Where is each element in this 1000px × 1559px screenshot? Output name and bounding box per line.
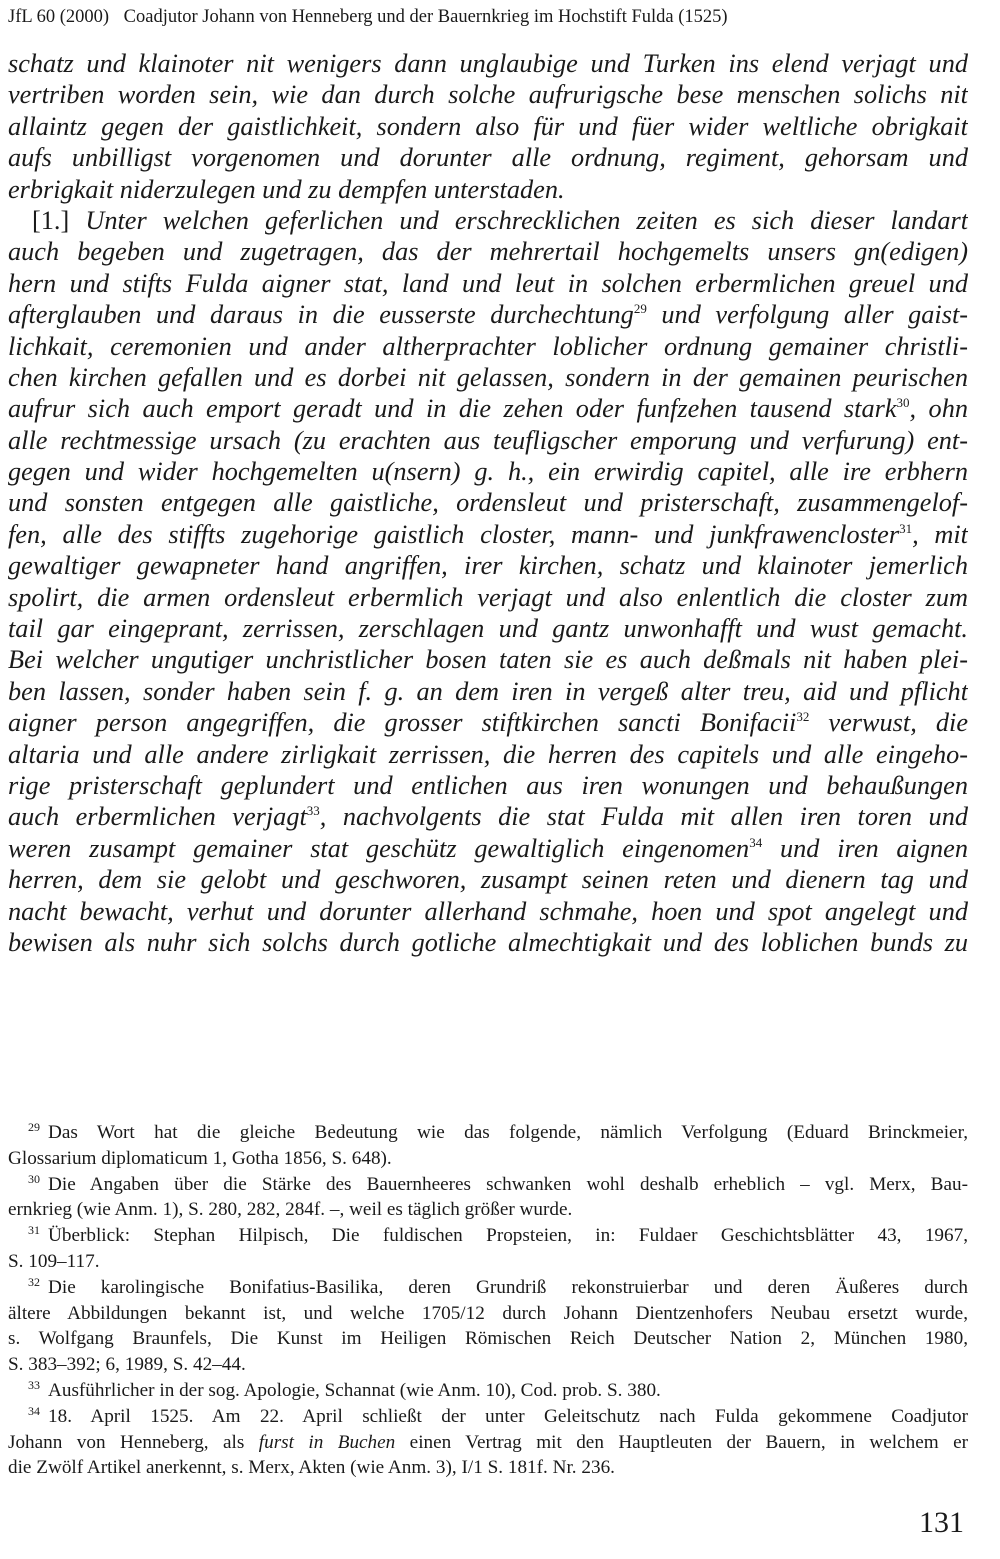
text-line: nacht bewacht, verhut und dorunter allerhand schmahe, hoen und spot angelegt und	[8, 896, 968, 926]
text-line: [1.] Unter welchen geferlichen und erschrecklichen zeiten es sich dieser landart	[32, 205, 968, 235]
journal-reference: JfL 60 (2000)	[8, 7, 110, 27]
footnote-34: $^{34}$ 18. April 1525. Am 22. April schließt der unter Geleitschutz nach Fulda gekommene Coadjutor	[28, 1403, 968, 1427]
text-line: Bei welcher ungutiger unchristlicher bosen taten sie es auch deßmals nit haben plei-	[8, 645, 968, 675]
text-line: gewaltiger gewapneter hand angriffen, irer kirchen, schatz und klainoter jemerlich	[8, 551, 968, 581]
footnote-line: ältere Abbildungen bekannt ist, und welche 1705/12 durch Johann Dientzenhofers Neubau ersetzt wurde,	[8, 1302, 968, 1324]
section-marker: [1.]	[32, 205, 70, 235]
text-line: rige pristerschaft geplundert und entlichen aus iren wonungen und behaußungen	[8, 770, 968, 800]
footnote-30: $^{30}$ Die Angaben über die Stärke des Bauernheeres schwanken wohl deshalb erheblich – vgl. Merx, Bau-	[28, 1171, 968, 1195]
footnote-ref-30[interactable]: 30	[896, 395, 910, 411]
footnote-32: $^{32}$ Die karolingische Bonifatius-Basilika, deren Grundriß rekonstruierbar und deren Äußeres durch	[28, 1274, 968, 1298]
text-line: aigner person angegriffen, die grosser stiftkirchen sancti Bonifacii$^{32}$ verwust, die	[8, 708, 968, 738]
footnote-ref-33[interactable]: 33	[306, 803, 320, 819]
text-line: gegen und wider hochgemelten u(nsern) g. h., ein erwirdig capitel, alle ire erbhern	[8, 457, 968, 487]
text-line: alle rechtmessige ursach (zu erachten aus teufligscher emporung und verfurung) ent-	[8, 425, 968, 455]
footnote-number: 30	[28, 1171, 40, 1186]
text-line: tail gar eingeprant, zerrissen, zerschlagen und gantz unwonhafft und wust gemacht.	[8, 614, 968, 644]
footnote-number: 33	[28, 1377, 40, 1392]
text-line: weren zusampt gemainer stat geschütz gewaltiglich eingenomen$^{34}$ und iren aignen	[8, 833, 968, 863]
text-line: vertriben worden sein, wie dan durch solche aufrurigsche bese menschen solichs nit	[8, 80, 968, 110]
text-line: ben lassen, sonder haben sein f. g. an dem iren in vergeß alter treu, aid und pflicht	[8, 676, 968, 706]
text-line: und sonsten entgegen alle gaistliche, ordensleut und pristerschaft, zusammengelof-	[8, 488, 968, 518]
text-line: chen kirchen gefallen und es dorbei nit gelassen, sondern in der gemainen peurischen	[8, 362, 968, 392]
footnote-ref-34[interactable]: 34	[749, 834, 763, 850]
footnote-29: $^{29}$ Das Wort hat die gleiche Bedeutung wie das folgende, nämlich Verfolgung (Eduard Brinckmeier,	[28, 1120, 968, 1143]
article-title: Coadjutor Johann von Henneberg und der Bauernkrieg im Hochstift Fulda (1525)	[123, 7, 728, 27]
footnote-ref-29[interactable]: 29	[633, 301, 647, 317]
text-line: erbrigkait niderzulegen und zu dempfen unterstaden.	[8, 174, 565, 204]
footnote-number: 34	[28, 1403, 40, 1418]
footnote-line: Johann von Henneberg, als furst in Buchen einen Vertrag mit den Hauptleuten der Bauern, in welchem er	[8, 1431, 968, 1453]
footnote-line: S. 383–392; 6, 1989, S. 42–44.	[8, 1354, 246, 1376]
text-line: aufs unbilligst vorgenomen und dorunter alle ordnung, regiment, gehorsam und	[8, 143, 968, 173]
text-line: bewisen als nuhr sich solchs durch gotliche almechtigkait und des loblichen bunds zu	[8, 927, 968, 957]
text-line: afterglauben und daraus in die eusserste durchechtung$^{29}$ und verfolgung aller gaist-	[8, 300, 968, 330]
text-line: aufrur sich auch emport geradt und in die zehen oder funfzehen tausend stark$^{30}$, ohn	[8, 394, 968, 424]
text-line: spolirt, die armen ordensleut erbermlich verjagt und also enlentlich die closter zum	[8, 582, 968, 612]
text-line: lichkait, ceremonien und ander altherprachter loblicher ordnung gemainer christli-	[8, 331, 968, 361]
footnote-number: 32	[28, 1274, 40, 1289]
text-line: altaria und alle andere zirligkait zerrissen, die herren des capitels und alle eingeho-	[8, 739, 968, 769]
footnote-31: $^{31}$ Überblick: Stephan Hilpisch, Die fuldischen Propsteien, in: Fuldaer Geschichtsblätter 43, 1967,	[28, 1223, 968, 1247]
italic-phrase: furst in Buchen	[258, 1431, 396, 1453]
text-line: allaintz gegen der gaistlichkeit, sondern also für und füer wider weltliche obrigkait	[8, 111, 968, 141]
footnote-number: 31	[28, 1223, 40, 1238]
footnote-line: s. Wolfgang Braunfels, Die Kunst im Heiligen Römischen Reich Deutscher Nation 2, München 1980,	[8, 1328, 968, 1350]
text-line: schatz und klainoter nit wenigers dann unglaubige und Turken ins elend verjagt und	[8, 49, 968, 78]
footnote-line: ernkrieg (wie Anm. 1), S. 280, 282, 284f. –, weil es täglich größer wurde.	[8, 1199, 573, 1221]
text-line: herren, dem sie gelobt und geschworen, zusampt seinen reten und dienern tag und	[8, 865, 968, 895]
footnote-line: die Zwölf Artikel anerkennt, s. Merx, Akten (wie Anm. 3), I/1 S. 181f. Nr. 236.	[8, 1457, 615, 1479]
footnote-number: 29	[28, 1120, 40, 1134]
main-text	[8, 48, 968, 958]
text-line: hern und stifts Fulda aigner stat, land und leut in solchen erbermlichen greuel und	[8, 268, 968, 298]
page-number: 131	[919, 1506, 964, 1539]
footnote-line: Glossarium diplomaticum 1, Gotha 1856, S. 648).	[8, 1147, 392, 1169]
footnote-33: $^{33}$ Ausführlicher in der sog. Apologie, Schannat (wie Anm. 10), Cod. prob. S. 380.	[28, 1377, 661, 1401]
footnote-ref-31[interactable]: 31	[899, 520, 913, 536]
text-line: auch begeben und zugetragen, das der mehrertail hochgemelts unsers gn(edigen)	[8, 237, 968, 267]
text-line: fen, alle des stiffts zugehorige gaistlich closter, mann- und junkfrawencloster$^{31}$, mit	[8, 519, 968, 549]
running-header	[8, 4, 968, 30]
footnote-ref-32[interactable]: 32	[796, 709, 810, 725]
footnote-line: S. 109–117.	[8, 1250, 100, 1272]
footnotes	[8, 1120, 968, 1481]
text-line: auch erbermlichen verjagt$^{33}$, nachvolgents die stat Fulda mit allen iren toren und	[8, 802, 968, 832]
